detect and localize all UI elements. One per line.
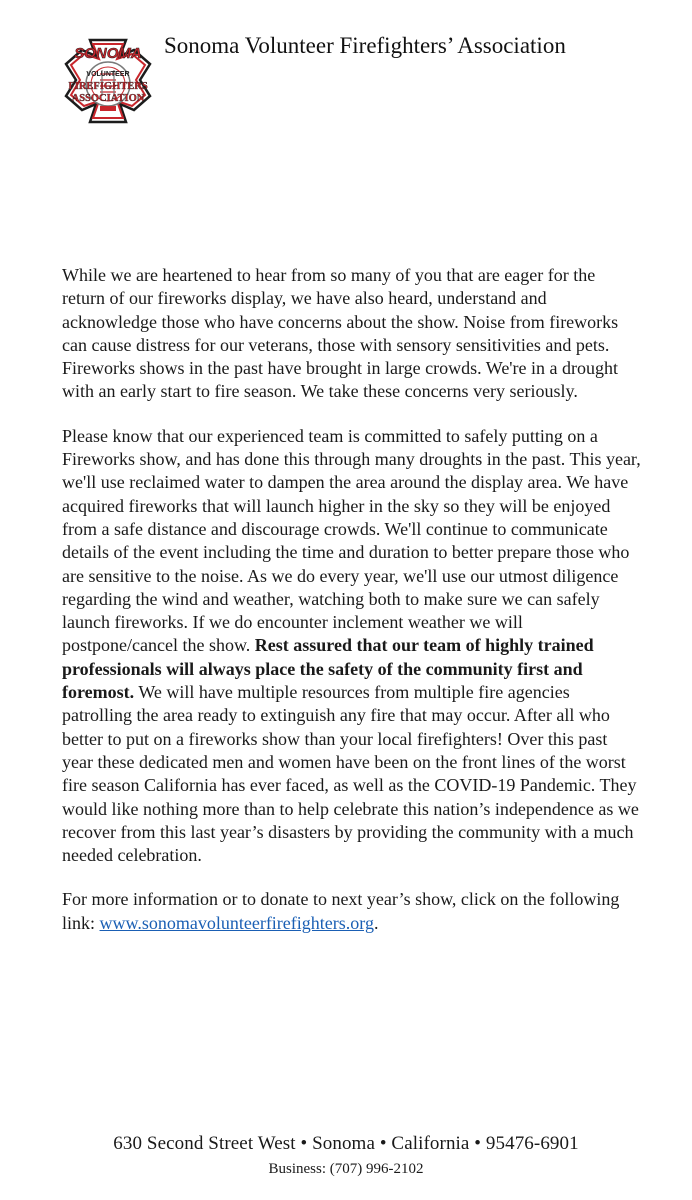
- paragraph-safety: [62, 425, 642, 868]
- logo-line-2: FIREFIGHTERS: [68, 81, 148, 92]
- association-logo: [60, 34, 156, 126]
- logo-top-word: SONOMA: [74, 45, 142, 62]
- footer-address: 630 Second Street West • Sonoma • California • 95476-6901: [113, 1133, 579, 1154]
- paragraph-concerns: While we are heartened to hear from so many of you that are eager for the return of our fireworks display, we have also heard, understand and acknowledge those who have concerns about the show. Noise from fireworks can cause distress for our veterans, those with sensory sensitivities and pets. Fireworks shows in the past have brought in large crowds. We're in a drought with an early start to fire season. We take these concerns very seriously.: [62, 265, 619, 402]
- more-info-text: For more information or to donate to next year’s show, click on the following link:: [62, 889, 620, 933]
- footer-phone: Business: (707) 996-2102: [268, 1161, 424, 1177]
- paragraph-safety-bold: Rest assured that our team of highly trained professionals will always place the safety of the community first and foremost.: [62, 635, 594, 703]
- paragraph-safety-text-2: We will have multiple resources from multiple fire agencies patrolling the area ready to extinguish any fire that may occur. After all who better to put on a fireworks show than your local firefighters! Over this past year these dedicated men and women have been on the front lines of the worst fire season California has ever faced, as well as the COVID-19 Pandemic. They would like nothing more than to help celebrate this nation’s independence as we recover from this last year’s disasters by providing the community with a much needed celebration.: [62, 682, 639, 866]
- logo-line-3: ASSOCIATION: [71, 93, 145, 104]
- logo-line-1: VOLUNTEER: [86, 71, 130, 78]
- website-link[interactable]: www.sonomavolunteerfirefighters.org: [99, 912, 374, 933]
- paragraph-more-info: [62, 888, 642, 935]
- more-info-end: .: [373, 912, 379, 933]
- paragraph-safety-text-1: Please know that our experienced team is committed to safely putting on a Fireworks show, and has done this through many droughts in the past. This year, we'll use reclaimed water to dampen the area around the display area. We have acquired fireworks that will launch higher in the sky so they will be enjoyed from a safe distance and discourage crowds. We'll continue to communicate details of the event including the time and duration to better prepare those who are sensitive to the noise. As we do every year, we'll use our utmost diligence regarding the wind and weather, watching both to make sure we can safely launch fireworks. If we do encounter inclement weather we will postpone/cancel the show.: [62, 425, 641, 656]
- maltese-cross-logo-icon: [60, 34, 156, 126]
- organization-title: Sonoma Volunteer Firefighters’ Association: [164, 33, 566, 58]
- letter-body: [62, 264, 642, 956]
